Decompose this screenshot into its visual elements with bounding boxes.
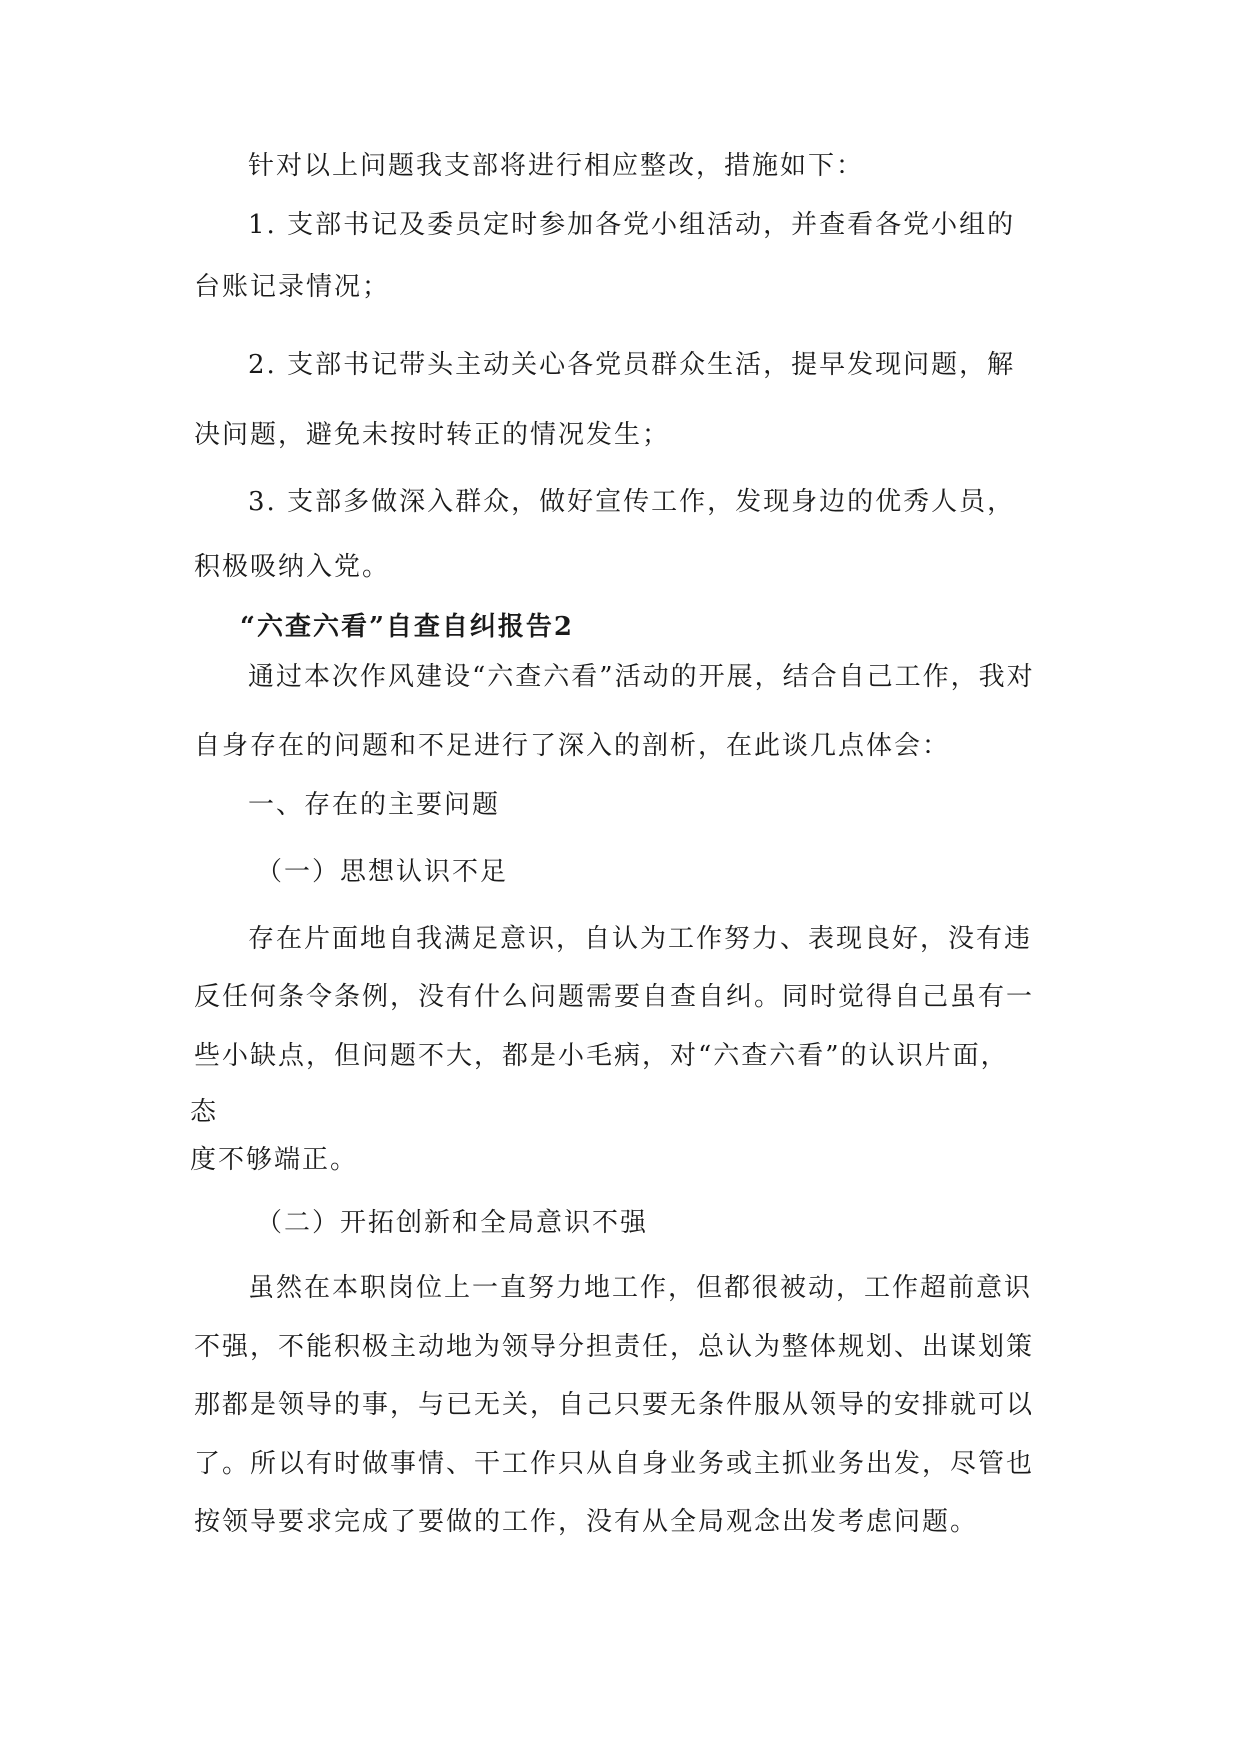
paragraph-line: 不强，不能积极主动地为领导分担责任，总认为整体规划、出谋划策 — [194, 1332, 1035, 1362]
paragraph-line: 2. 支部书记带头主动关心各党员群众生活，提早发现问题，解 — [248, 350, 1016, 380]
paragraph-line: 自身存在的问题和不足进行了深入的剖析，在此谈几点体会： — [194, 731, 951, 761]
paragraph-line: 台账记录情况； — [194, 272, 391, 302]
paragraph-line: 1. 支部书记及委员定时参加各党小组活动，并查看各党小组的 — [248, 210, 1016, 240]
paragraph-line: 度不够端正。 — [190, 1145, 359, 1175]
paragraph-line: 通过本次作风建设“六查六看”活动的开展，结合自己工作，我对 — [248, 662, 1035, 692]
paragraph-line: 3. 支部多做深入群众，做好宣传工作，发现身边的优秀人员， — [248, 487, 1016, 517]
subheading: （一）思想认识不足 — [256, 857, 509, 887]
paragraph-line: 针对以上问题我支部将进行相应整改，措施如下： — [248, 151, 865, 181]
paragraph-line: 态 — [190, 1097, 219, 1127]
paragraph-line: 存在片面地自我满足意识，自认为工作努力、表现良好，没有违 — [248, 924, 1033, 954]
section-heading: “六查六看”自查自纠报告2 — [240, 612, 575, 642]
paragraph-line: 积极吸纳入党。 — [194, 552, 391, 582]
paragraph-line: 了。所以有时做事情、干工作只从自身业务或主抓业务出发，尽管也 — [194, 1449, 1035, 1479]
paragraph-line: 那都是领导的事，与已无关，自己只要无条件服从领导的安排就可以 — [194, 1390, 1035, 1420]
subheading: 一、存在的主要问题 — [248, 790, 501, 820]
subheading: （二）开拓创新和全局意识不强 — [256, 1208, 649, 1238]
paragraph-line: 按领导要求完成了要做的工作，没有从全局观念出发考虑问题。 — [194, 1507, 979, 1537]
paragraph-line: 决问题，避免未按时转正的情况发生； — [194, 420, 671, 450]
paragraph-line: 虽然在本职岗位上一直努力地工作，但都很被动，工作超前意识 — [248, 1273, 1033, 1303]
paragraph-line: 反任何条令条例，没有什么问题需要自查自纠。同时觉得自己虽有一 — [194, 982, 1035, 1012]
paragraph-line: 些小缺点，但问题不大，都是小毛病，对“六查六看”的认识片面， — [194, 1041, 1009, 1071]
